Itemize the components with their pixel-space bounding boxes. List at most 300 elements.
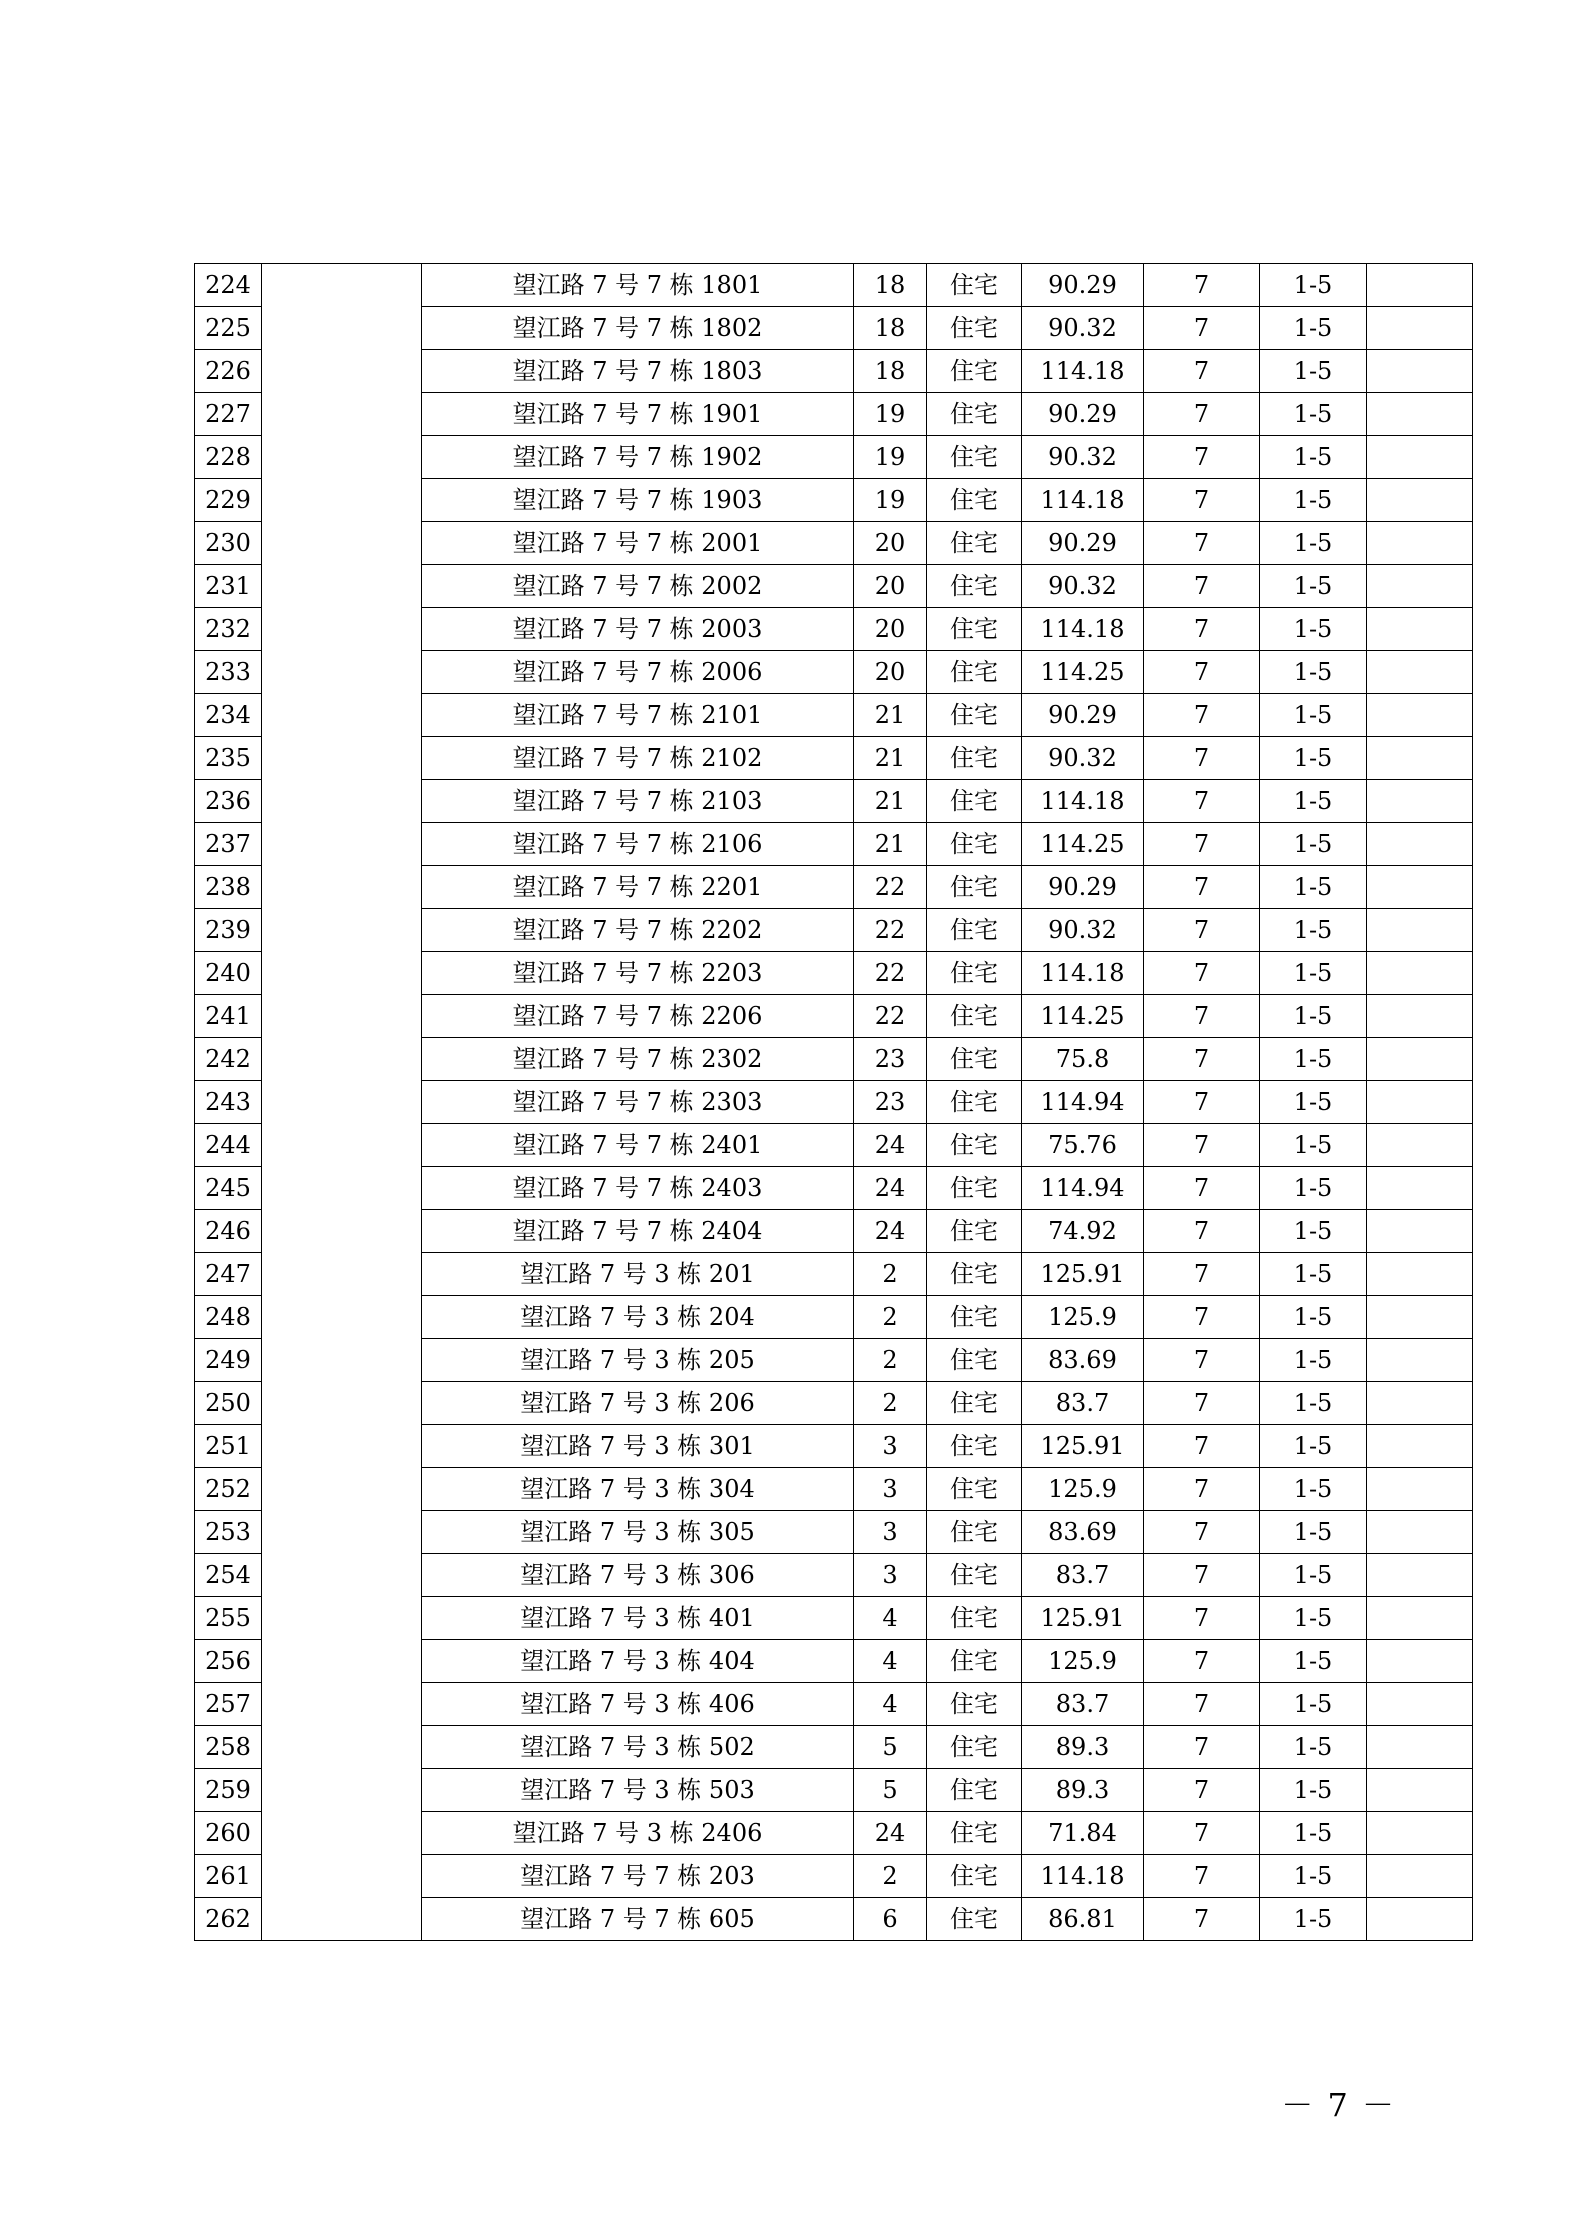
row-number-cell: 248 — [195, 1296, 262, 1339]
grade-cell: 7 — [1144, 823, 1260, 866]
usage-cell: 住宅 — [927, 436, 1022, 479]
area-cell: 90.29 — [1022, 264, 1144, 307]
row-number-cell: 237 — [195, 823, 262, 866]
address-cell: 望江路 7 号 7 栋 1901 — [422, 393, 854, 436]
row-number-cell: 249 — [195, 1339, 262, 1382]
range-cell: 1-5 — [1260, 1382, 1367, 1425]
grade-cell: 7 — [1144, 1468, 1260, 1511]
grade-cell: 7 — [1144, 1726, 1260, 1769]
usage-cell: 住宅 — [927, 1511, 1022, 1554]
note-cell — [1367, 264, 1473, 307]
note-cell — [1367, 909, 1473, 952]
address-cell: 望江路 7 号 7 栋 2302 — [422, 1038, 854, 1081]
area-cell: 125.9 — [1022, 1468, 1144, 1511]
floor-cell: 2 — [854, 1253, 927, 1296]
note-cell — [1367, 1081, 1473, 1124]
address-cell: 望江路 7 号 7 栋 2106 — [422, 823, 854, 866]
note-cell — [1367, 1640, 1473, 1683]
address-cell: 望江路 7 号 7 栋 2202 — [422, 909, 854, 952]
floor-cell: 19 — [854, 436, 927, 479]
row-number-cell: 243 — [195, 1081, 262, 1124]
range-cell: 1-5 — [1260, 1769, 1367, 1812]
area-cell: 83.69 — [1022, 1511, 1144, 1554]
range-cell: 1-5 — [1260, 350, 1367, 393]
range-cell: 1-5 — [1260, 1468, 1367, 1511]
address-cell: 望江路 7 号 3 栋 305 — [422, 1511, 854, 1554]
floor-cell: 3 — [854, 1425, 927, 1468]
usage-cell: 住宅 — [927, 479, 1022, 522]
grade-cell: 7 — [1144, 1597, 1260, 1640]
note-cell — [1367, 823, 1473, 866]
range-cell: 1-5 — [1260, 436, 1367, 479]
area-cell: 125.91 — [1022, 1425, 1144, 1468]
grade-cell: 7 — [1144, 651, 1260, 694]
floor-cell: 23 — [854, 1038, 927, 1081]
range-cell: 1-5 — [1260, 264, 1367, 307]
range-cell: 1-5 — [1260, 909, 1367, 952]
usage-cell: 住宅 — [927, 866, 1022, 909]
range-cell: 1-5 — [1260, 1726, 1367, 1769]
floor-cell: 22 — [854, 909, 927, 952]
row-number-cell: 239 — [195, 909, 262, 952]
note-cell — [1367, 995, 1473, 1038]
address-cell: 望江路 7 号 7 栋 2404 — [422, 1210, 854, 1253]
usage-cell: 住宅 — [927, 909, 1022, 952]
floor-cell: 22 — [854, 995, 927, 1038]
usage-cell: 住宅 — [927, 823, 1022, 866]
row-number-cell: 254 — [195, 1554, 262, 1597]
row-number-cell: 253 — [195, 1511, 262, 1554]
grade-cell: 7 — [1144, 1898, 1260, 1941]
table-body — [195, 264, 1473, 1941]
area-cell: 114.18 — [1022, 780, 1144, 823]
row-number-cell: 259 — [195, 1769, 262, 1812]
row-number-cell: 228 — [195, 436, 262, 479]
address-cell: 望江路 7 号 7 栋 2206 — [422, 995, 854, 1038]
floor-cell: 3 — [854, 1468, 927, 1511]
floor-cell: 22 — [854, 952, 927, 995]
note-cell — [1367, 1726, 1473, 1769]
grade-cell: 7 — [1144, 1425, 1260, 1468]
grade-cell: 7 — [1144, 995, 1260, 1038]
address-cell: 望江路 7 号 3 栋 401 — [422, 1597, 854, 1640]
row-number-cell: 227 — [195, 393, 262, 436]
grade-cell: 7 — [1144, 608, 1260, 651]
row-number-cell: 234 — [195, 694, 262, 737]
grade-cell: 7 — [1144, 1081, 1260, 1124]
row-number-cell: 226 — [195, 350, 262, 393]
floor-cell: 5 — [854, 1726, 927, 1769]
usage-cell: 住宅 — [927, 307, 1022, 350]
floor-cell: 20 — [854, 565, 927, 608]
grade-cell: 7 — [1144, 264, 1260, 307]
page-number: － 7 － — [1281, 2086, 1396, 2124]
usage-cell: 住宅 — [927, 522, 1022, 565]
floor-cell: 4 — [854, 1683, 927, 1726]
area-cell: 114.18 — [1022, 1855, 1144, 1898]
grade-cell: 7 — [1144, 1253, 1260, 1296]
row-number-cell: 256 — [195, 1640, 262, 1683]
area-cell: 90.29 — [1022, 522, 1144, 565]
area-cell: 114.18 — [1022, 350, 1144, 393]
usage-cell: 住宅 — [927, 1597, 1022, 1640]
address-cell: 望江路 7 号 7 栋 1903 — [422, 479, 854, 522]
address-cell: 望江路 7 号 7 栋 2101 — [422, 694, 854, 737]
range-cell: 1-5 — [1260, 565, 1367, 608]
address-cell: 望江路 7 号 3 栋 205 — [422, 1339, 854, 1382]
address-cell: 望江路 7 号 7 栋 2401 — [422, 1124, 854, 1167]
floor-cell: 22 — [854, 866, 927, 909]
floor-cell: 3 — [854, 1554, 927, 1597]
grade-cell: 7 — [1144, 479, 1260, 522]
row-number-cell: 255 — [195, 1597, 262, 1640]
floor-cell: 20 — [854, 651, 927, 694]
address-cell: 望江路 7 号 7 栋 2103 — [422, 780, 854, 823]
note-cell — [1367, 1468, 1473, 1511]
row-number-cell: 258 — [195, 1726, 262, 1769]
usage-cell: 住宅 — [927, 1812, 1022, 1855]
address-cell: 望江路 7 号 7 栋 2303 — [422, 1081, 854, 1124]
address-cell: 望江路 7 号 3 栋 206 — [422, 1382, 854, 1425]
area-cell: 114.25 — [1022, 823, 1144, 866]
usage-cell: 住宅 — [927, 737, 1022, 780]
range-cell: 1-5 — [1260, 823, 1367, 866]
row-number-cell: 225 — [195, 307, 262, 350]
area-cell: 125.9 — [1022, 1296, 1144, 1339]
area-cell: 90.32 — [1022, 737, 1144, 780]
row-number-cell: 262 — [195, 1898, 262, 1941]
usage-cell: 住宅 — [927, 1339, 1022, 1382]
range-cell: 1-5 — [1260, 651, 1367, 694]
usage-cell: 住宅 — [927, 1425, 1022, 1468]
row-number-cell: 245 — [195, 1167, 262, 1210]
grade-cell: 7 — [1144, 1812, 1260, 1855]
floor-cell: 2 — [854, 1855, 927, 1898]
floor-cell: 20 — [854, 608, 927, 651]
floor-cell: 21 — [854, 694, 927, 737]
range-cell: 1-5 — [1260, 1597, 1367, 1640]
floor-cell: 24 — [854, 1124, 927, 1167]
floor-cell: 19 — [854, 393, 927, 436]
note-cell — [1367, 1683, 1473, 1726]
range-cell: 1-5 — [1260, 1296, 1367, 1339]
area-cell: 90.29 — [1022, 694, 1144, 737]
note-cell — [1367, 737, 1473, 780]
floor-cell: 24 — [854, 1167, 927, 1210]
range-cell: 1-5 — [1260, 780, 1367, 823]
note-cell — [1367, 479, 1473, 522]
range-cell: 1-5 — [1260, 307, 1367, 350]
row-number-cell: 231 — [195, 565, 262, 608]
range-cell: 1-5 — [1260, 393, 1367, 436]
area-cell: 90.29 — [1022, 393, 1144, 436]
usage-cell: 住宅 — [927, 1081, 1022, 1124]
note-cell — [1367, 1812, 1473, 1855]
area-cell: 90.32 — [1022, 307, 1144, 350]
note-cell — [1367, 780, 1473, 823]
row-number-cell: 224 — [195, 264, 262, 307]
area-cell: 74.92 — [1022, 1210, 1144, 1253]
note-cell — [1367, 1124, 1473, 1167]
range-cell: 1-5 — [1260, 1640, 1367, 1683]
address-cell: 望江路 7 号 7 栋 203 — [422, 1855, 854, 1898]
floor-cell: 18 — [854, 264, 927, 307]
area-cell: 114.94 — [1022, 1081, 1144, 1124]
range-cell: 1-5 — [1260, 1855, 1367, 1898]
range-cell: 1-5 — [1260, 1511, 1367, 1554]
usage-cell: 住宅 — [927, 1296, 1022, 1339]
floor-cell: 2 — [854, 1296, 927, 1339]
address-cell: 望江路 7 号 7 栋 2001 — [422, 522, 854, 565]
grade-cell: 7 — [1144, 1554, 1260, 1597]
address-cell: 望江路 7 号 3 栋 204 — [422, 1296, 854, 1339]
usage-cell: 住宅 — [927, 780, 1022, 823]
floor-cell: 21 — [854, 737, 927, 780]
grade-cell: 7 — [1144, 307, 1260, 350]
range-cell: 1-5 — [1260, 1167, 1367, 1210]
floor-cell: 18 — [854, 307, 927, 350]
address-cell: 望江路 7 号 3 栋 306 — [422, 1554, 854, 1597]
row-number-cell: 247 — [195, 1253, 262, 1296]
area-cell: 114.18 — [1022, 608, 1144, 651]
row-number-cell: 250 — [195, 1382, 262, 1425]
grade-cell: 7 — [1144, 522, 1260, 565]
row-number-cell: 252 — [195, 1468, 262, 1511]
row-number-cell: 242 — [195, 1038, 262, 1081]
address-cell: 望江路 7 号 3 栋 2406 — [422, 1812, 854, 1855]
floor-cell: 2 — [854, 1382, 927, 1425]
address-cell: 望江路 7 号 7 栋 2002 — [422, 565, 854, 608]
floor-cell: 6 — [854, 1898, 927, 1941]
usage-cell: 住宅 — [927, 694, 1022, 737]
address-cell: 望江路 7 号 7 栋 1803 — [422, 350, 854, 393]
range-cell: 1-5 — [1260, 1898, 1367, 1941]
row-number-cell: 236 — [195, 780, 262, 823]
note-cell — [1367, 350, 1473, 393]
grade-cell: 7 — [1144, 866, 1260, 909]
area-cell: 75.76 — [1022, 1124, 1144, 1167]
address-cell: 望江路 7 号 3 栋 201 — [422, 1253, 854, 1296]
row-number-cell: 257 — [195, 1683, 262, 1726]
usage-cell: 住宅 — [927, 1898, 1022, 1941]
usage-cell: 住宅 — [927, 1640, 1022, 1683]
grade-cell: 7 — [1144, 1124, 1260, 1167]
area-cell: 90.29 — [1022, 866, 1144, 909]
row-number-cell: 241 — [195, 995, 262, 1038]
note-cell — [1367, 1167, 1473, 1210]
floor-cell: 20 — [854, 522, 927, 565]
note-cell — [1367, 307, 1473, 350]
note-cell — [1367, 565, 1473, 608]
note-cell — [1367, 1425, 1473, 1468]
range-cell: 1-5 — [1260, 1210, 1367, 1253]
floor-cell: 3 — [854, 1511, 927, 1554]
area-cell: 125.9 — [1022, 1640, 1144, 1683]
floor-cell: 21 — [854, 780, 927, 823]
grade-cell: 7 — [1144, 694, 1260, 737]
grade-cell: 7 — [1144, 565, 1260, 608]
address-cell: 望江路 7 号 7 栋 2102 — [422, 737, 854, 780]
area-cell: 83.7 — [1022, 1683, 1144, 1726]
grade-cell: 7 — [1144, 436, 1260, 479]
area-cell: 90.32 — [1022, 436, 1144, 479]
floor-cell: 23 — [854, 1081, 927, 1124]
usage-cell: 住宅 — [927, 995, 1022, 1038]
usage-cell: 住宅 — [927, 651, 1022, 694]
usage-cell: 住宅 — [927, 565, 1022, 608]
row-number-cell: 246 — [195, 1210, 262, 1253]
note-cell — [1367, 436, 1473, 479]
range-cell: 1-5 — [1260, 1812, 1367, 1855]
note-cell — [1367, 1038, 1473, 1081]
note-cell — [1367, 1382, 1473, 1425]
area-cell: 71.84 — [1022, 1812, 1144, 1855]
address-cell: 望江路 7 号 3 栋 301 — [422, 1425, 854, 1468]
note-cell — [1367, 866, 1473, 909]
range-cell: 1-5 — [1260, 1554, 1367, 1597]
area-cell: 114.18 — [1022, 479, 1144, 522]
area-cell: 83.7 — [1022, 1554, 1144, 1597]
range-cell: 1-5 — [1260, 694, 1367, 737]
grade-cell: 7 — [1144, 1769, 1260, 1812]
usage-cell: 住宅 — [927, 1167, 1022, 1210]
area-cell: 114.94 — [1022, 1167, 1144, 1210]
area-cell: 89.3 — [1022, 1726, 1144, 1769]
grade-cell: 7 — [1144, 1640, 1260, 1683]
floor-cell: 19 — [854, 479, 927, 522]
grade-cell: 7 — [1144, 1382, 1260, 1425]
row-number-cell: 238 — [195, 866, 262, 909]
grade-cell: 7 — [1144, 1511, 1260, 1554]
area-cell: 83.7 — [1022, 1382, 1144, 1425]
note-cell — [1367, 1253, 1473, 1296]
usage-cell: 住宅 — [927, 1468, 1022, 1511]
row-number-cell: 251 — [195, 1425, 262, 1468]
row-number-cell: 261 — [195, 1855, 262, 1898]
range-cell: 1-5 — [1260, 1425, 1367, 1468]
area-cell: 90.32 — [1022, 909, 1144, 952]
usage-cell: 住宅 — [927, 1253, 1022, 1296]
table-row — [195, 264, 1473, 307]
range-cell: 1-5 — [1260, 995, 1367, 1038]
grade-cell: 7 — [1144, 1339, 1260, 1382]
note-cell — [1367, 522, 1473, 565]
note-cell — [1367, 1554, 1473, 1597]
row-number-cell: 260 — [195, 1812, 262, 1855]
note-cell — [1367, 1339, 1473, 1382]
range-cell: 1-5 — [1260, 1038, 1367, 1081]
grade-cell: 7 — [1144, 1296, 1260, 1339]
range-cell: 1-5 — [1260, 1124, 1367, 1167]
usage-cell: 住宅 — [927, 1554, 1022, 1597]
floor-cell: 2 — [854, 1339, 927, 1382]
note-cell — [1367, 651, 1473, 694]
grade-cell: 7 — [1144, 350, 1260, 393]
usage-cell: 住宅 — [927, 264, 1022, 307]
housing-table — [194, 263, 1473, 1941]
range-cell: 1-5 — [1260, 608, 1367, 651]
area-cell: 86.81 — [1022, 1898, 1144, 1941]
address-cell: 望江路 7 号 3 栋 502 — [422, 1726, 854, 1769]
usage-cell: 住宅 — [927, 1038, 1022, 1081]
area-cell: 90.32 — [1022, 565, 1144, 608]
usage-cell: 住宅 — [927, 393, 1022, 436]
note-cell — [1367, 608, 1473, 651]
floor-cell: 4 — [854, 1640, 927, 1683]
grade-cell: 7 — [1144, 393, 1260, 436]
address-cell: 望江路 7 号 7 栋 2006 — [422, 651, 854, 694]
usage-cell: 住宅 — [927, 1210, 1022, 1253]
range-cell: 1-5 — [1260, 522, 1367, 565]
note-cell — [1367, 1769, 1473, 1812]
address-cell: 望江路 7 号 7 栋 605 — [422, 1898, 854, 1941]
range-cell: 1-5 — [1260, 1081, 1367, 1124]
row-number-cell: 235 — [195, 737, 262, 780]
grade-cell: 7 — [1144, 1167, 1260, 1210]
area-cell: 125.91 — [1022, 1597, 1144, 1640]
area-cell: 75.8 — [1022, 1038, 1144, 1081]
note-cell — [1367, 1855, 1473, 1898]
usage-cell: 住宅 — [927, 1683, 1022, 1726]
floor-cell: 24 — [854, 1210, 927, 1253]
note-cell — [1367, 1296, 1473, 1339]
usage-cell: 住宅 — [927, 350, 1022, 393]
address-cell: 望江路 7 号 7 栋 2203 — [422, 952, 854, 995]
usage-cell: 住宅 — [927, 1769, 1022, 1812]
floor-cell: 5 — [854, 1769, 927, 1812]
area-cell: 114.25 — [1022, 651, 1144, 694]
usage-cell: 住宅 — [927, 952, 1022, 995]
row-number-cell: 240 — [195, 952, 262, 995]
range-cell: 1-5 — [1260, 866, 1367, 909]
usage-cell: 住宅 — [927, 608, 1022, 651]
usage-cell: 住宅 — [927, 1726, 1022, 1769]
area-cell: 114.25 — [1022, 995, 1144, 1038]
address-cell: 望江路 7 号 3 栋 406 — [422, 1683, 854, 1726]
address-cell: 望江路 7 号 7 栋 2403 — [422, 1167, 854, 1210]
range-cell: 1-5 — [1260, 1253, 1367, 1296]
grade-cell: 7 — [1144, 780, 1260, 823]
note-cell — [1367, 694, 1473, 737]
note-cell — [1367, 952, 1473, 995]
grade-cell: 7 — [1144, 909, 1260, 952]
row-number-cell: 230 — [195, 522, 262, 565]
floor-cell: 18 — [854, 350, 927, 393]
usage-cell: 住宅 — [927, 1382, 1022, 1425]
address-cell: 望江路 7 号 3 栋 304 — [422, 1468, 854, 1511]
row-number-cell: 244 — [195, 1124, 262, 1167]
area-cell: 89.3 — [1022, 1769, 1144, 1812]
range-cell: 1-5 — [1260, 479, 1367, 522]
range-cell: 1-5 — [1260, 737, 1367, 780]
address-cell: 望江路 7 号 7 栋 1801 — [422, 264, 854, 307]
note-cell — [1367, 1511, 1473, 1554]
note-cell — [1367, 393, 1473, 436]
floor-cell: 21 — [854, 823, 927, 866]
address-cell: 望江路 7 号 7 栋 2201 — [422, 866, 854, 909]
range-cell: 1-5 — [1260, 1339, 1367, 1382]
area-cell: 83.69 — [1022, 1339, 1144, 1382]
usage-cell: 住宅 — [927, 1855, 1022, 1898]
note-cell — [1367, 1210, 1473, 1253]
area-cell: 114.18 — [1022, 952, 1144, 995]
range-cell: 1-5 — [1260, 1683, 1367, 1726]
range-cell: 1-5 — [1260, 952, 1367, 995]
usage-cell: 住宅 — [927, 1124, 1022, 1167]
row-number-cell: 233 — [195, 651, 262, 694]
row-number-cell: 232 — [195, 608, 262, 651]
merged-blank-cell — [262, 264, 422, 1941]
